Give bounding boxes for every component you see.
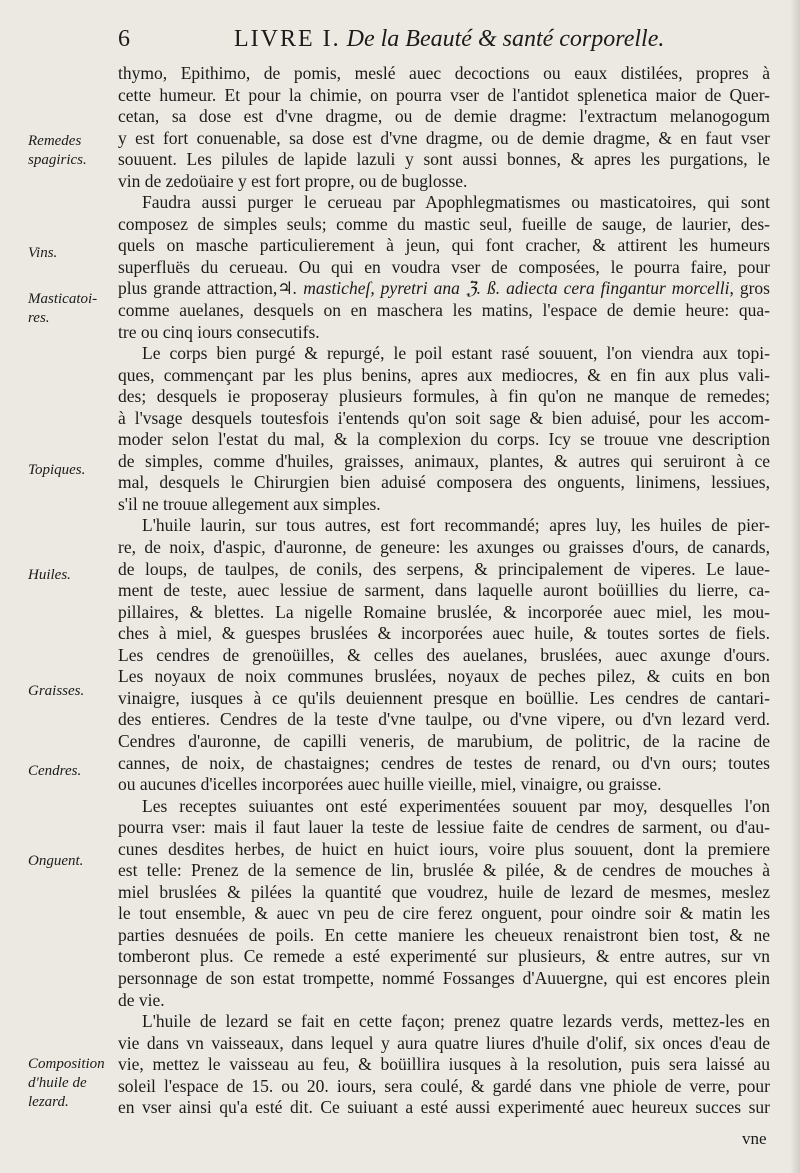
text-line: pourra vser: mais il faut lauer la teste de lessiue faite de cendres de sarment, ou d'au-: [118, 817, 770, 838]
text-line: est telle: Prenez de la semence de lin, bruslée & pilée, & de cendres de mouches à: [118, 860, 770, 881]
body-text: [118, 63, 770, 1119]
paragraph-5: [118, 796, 770, 1011]
margin-note-line: Vins.: [28, 245, 58, 261]
text-line: moder selon l'estat du mal, & la complexion du corps. Icy se trouue vne description: [118, 429, 770, 450]
paragraph-1: [118, 63, 770, 192]
text-line: mal, desquels le Chirurgien bien aduisé composera des onguents, linimens, lessiues,: [118, 472, 770, 493]
margin-note-line: d'huile de: [28, 1075, 87, 1091]
text-line: de vie.: [118, 989, 165, 1010]
text-line: ou aucunes d'icelles incorporées auec huille vieille, miel, vinaigre, ou graisse.: [118, 774, 662, 795]
margin-note-line: lezard.: [28, 1094, 69, 1110]
paragraph-3: [118, 343, 770, 515]
margin-note-onguent: [28, 852, 120, 871]
text-line: Les cendres de grenoüilles, & celles des auelanes, bruslées, auec axunge d'ours.: [118, 644, 770, 665]
text-line: tomberont plus. Ce remede a esté experimenté sur plusieurs, & entre autres, sur vn: [118, 946, 770, 967]
catchword: vne: [742, 1129, 767, 1148]
text-line: des; desquels ie proposeray plusieurs formules, à fin qu'on ne manque de remedes;: [118, 386, 770, 407]
running-head: [234, 26, 664, 53]
recipe-lead: plus grande attraction,: [118, 278, 278, 299]
margin-note-line: Onguent.: [28, 853, 84, 869]
text-line: comme auelanes, desquels on en maschera les matins, l'espace de demie heure: qua-: [118, 300, 770, 321]
paragraph-4: [118, 515, 770, 795]
text-line: s'il ne trouue allegement aux simples.: [118, 493, 381, 514]
margin-note-line: Topiques.: [28, 462, 86, 478]
margin-note-masticatoires: [28, 290, 120, 328]
margin-note-composition: [28, 1055, 120, 1112]
margin-note-line: res.: [28, 310, 50, 326]
text-line: des entieres. Cendres de la teste d'vne taulpe, ou d'vne vipere, ou d'vn lezard verd.: [118, 709, 770, 730]
text-line: vie dans vn vaisseaux, dans lequel y aura quatre liures d'huile d'olif, six onces d'eau de: [118, 1032, 770, 1053]
text-line: souuent. Les pilules de lapide lazuli y sont aussi bonnes, & apres les purgations, le: [118, 149, 770, 170]
text-line: re, de noix, d'aspic, d'auronne, de geneure: les axunges ou graisses d'ours, de canards,: [118, 537, 770, 558]
text-line: pillaires, & blettes. La nigelle Romaine bruslée, & incorporée auec miel, les mou-: [118, 601, 770, 622]
text-line: miel bruslées & pilées la quantité que voudrez, huile de lezard de mesmes, meslez: [118, 881, 770, 902]
page-header: [0, 26, 800, 66]
text-line: Le corps bien purgé & repurgé, le poil estant rasé souuent, l'on viendra aux topi-: [142, 343, 770, 364]
text-line: cetan, sa dose est d'vne dragme, ou de demie dragme: l'extractum melanogogum: [118, 106, 770, 127]
text-line: vie, mettez le vaisseau au feu, & boüillira iusques à la resolution, puis sera laissé au: [118, 1054, 770, 1075]
margin-note-line: Huiles.: [28, 567, 71, 583]
text-line: cunes desdites herbes, de huict en huict iours, voire plus souuent, dont la premiere: [118, 838, 770, 859]
text-line: ques, commençant par les plus benins, apres aux mediocres, & en fin aux plus vali-: [118, 364, 770, 385]
margin-note-line: Masticatoi-: [28, 291, 98, 307]
text-line: soleil l'espace de 15. ou 20. iours, sera coulé, & gardé dans vne phiole de verre, pour: [118, 1075, 770, 1096]
margin-note-line: spagirics.: [28, 152, 87, 168]
text-line: à l'vsage desquels toutesfois i'entends qu'on soit sage & bien aduisé, pour les accom-: [118, 407, 770, 428]
text-line: composez de simples seuls; comme du mastic seul, fueille de sauge, de laurier, des-: [118, 213, 770, 234]
text-line: le tout ensemble, & auec vn peu de cire ferez onguent, pour oindre soir & matin les: [118, 903, 770, 924]
text-line: de simples, comme d'huiles, graisses, animaux, plantes, & autres qui seruiront à ce: [118, 450, 770, 471]
text-line: Les noyaux de noix communes bruslées, noyaux de peches pilez, & cuits en bon: [118, 666, 770, 687]
text-line: vin de zedoüaire y est fort propre, ou de buglosse.: [118, 170, 468, 191]
text-line: L'huile de lezard se fait en cette façon; prenez quatre lezards verds, mettez-les en: [142, 1011, 770, 1032]
text-line: L'huile laurin, sur tous autres, est fort recommandé; apres luy, les huiles de pier-: [142, 515, 770, 536]
text-line: cannes, de noix, de chastaignes; cendres de testes de renard, ou d'vn ours; toutes: [118, 752, 770, 773]
recipe-tail: , gros: [729, 278, 770, 299]
running-head-book: LIVRE I.: [234, 26, 341, 52]
text-line: parties desnuées de poils. En cette maniere les cheueux renaistront bien tost, & ne: [118, 924, 770, 945]
margin-note-huiles: [28, 566, 120, 585]
text-line: Cendres d'auronne, de capilli veneris, de marubium, de politric, de la racine de: [118, 730, 770, 751]
text-line: cette humeur. Et pour la chimie, on pourra vser de l'antidot splenetica maior de Quer-: [118, 84, 770, 105]
text-line: y est fort conuenable, sa dose est d'vne dragme, ou de demie dragme, & en faut vser: [118, 127, 770, 148]
margin-note-line: Remedes: [28, 133, 82, 149]
margin-note-cendres: [28, 762, 120, 781]
text-line: quels on masche particulierement à jeun, qui font cracher, & attirent les humeurs: [118, 235, 770, 256]
running-head-title: De la Beauté & santé corporelle.: [346, 26, 665, 52]
text-line: en vser ainsi qu'a esté dit. Ce suiuant a esté aussi experimenté auec heureux succes sur: [118, 1097, 770, 1118]
margin-note-line: Cendres.: [28, 763, 82, 779]
text-line: de loups, de taulpes, de conils, des serpens, & principalement de viperes. Le laue-: [118, 558, 770, 579]
recipe-formula: ♃. masticheſ, pyretri ana ℨ. ß. adiecta cera fingantur morcelli: [277, 278, 730, 299]
text-line-recipe: [118, 278, 770, 300]
margin-note-line: Composition: [28, 1056, 105, 1072]
text-line: vinaigre, iusques à ce qu'ils deuiennent presque en boüllie. Les cendres de cantari-: [118, 687, 770, 708]
text-line: Faudra aussi purger le cerueau par Apophlegmatismes ou masticatoires, qui sont: [142, 192, 770, 213]
text-line: personnage de son estat trompette, nommé Fossanges d'Auuergne, qui est encores plein: [118, 967, 770, 988]
margin-note-line: Graisses.: [28, 683, 85, 699]
margin-note-vins: [28, 244, 120, 263]
paragraph-6: [118, 1011, 770, 1119]
text-line: ment de teste, auec lessiue de sarment, dans laquelle auront boüillies du lierre, ca-: [118, 580, 770, 601]
margin-note-topiques: [28, 461, 120, 480]
margin-note-remedes: [28, 132, 120, 170]
paragraph-2: [118, 192, 770, 343]
page-edge-shadow: [790, 0, 800, 1173]
text-line: Les receptes suiuantes ont esté experimentées souuent par moy, desquelles l'on: [142, 795, 770, 816]
margin-note-graisses: [28, 682, 120, 701]
page-number: 6: [118, 26, 130, 52]
text-line: ches à miel, & guespes bruslées & incorporées auec huile, & toutes sortes de fiels.: [118, 623, 770, 644]
text-line: tre ou cinq iours consecutifs.: [118, 321, 320, 342]
text-line: thymo, Epithimo, de pomis, meslé auec decoctions ou eaux distilées, propres à: [118, 63, 770, 83]
text-line: superfluës du cerueau. Ou qui en voudra vser de composées, le pourra faire, pour: [118, 256, 770, 277]
